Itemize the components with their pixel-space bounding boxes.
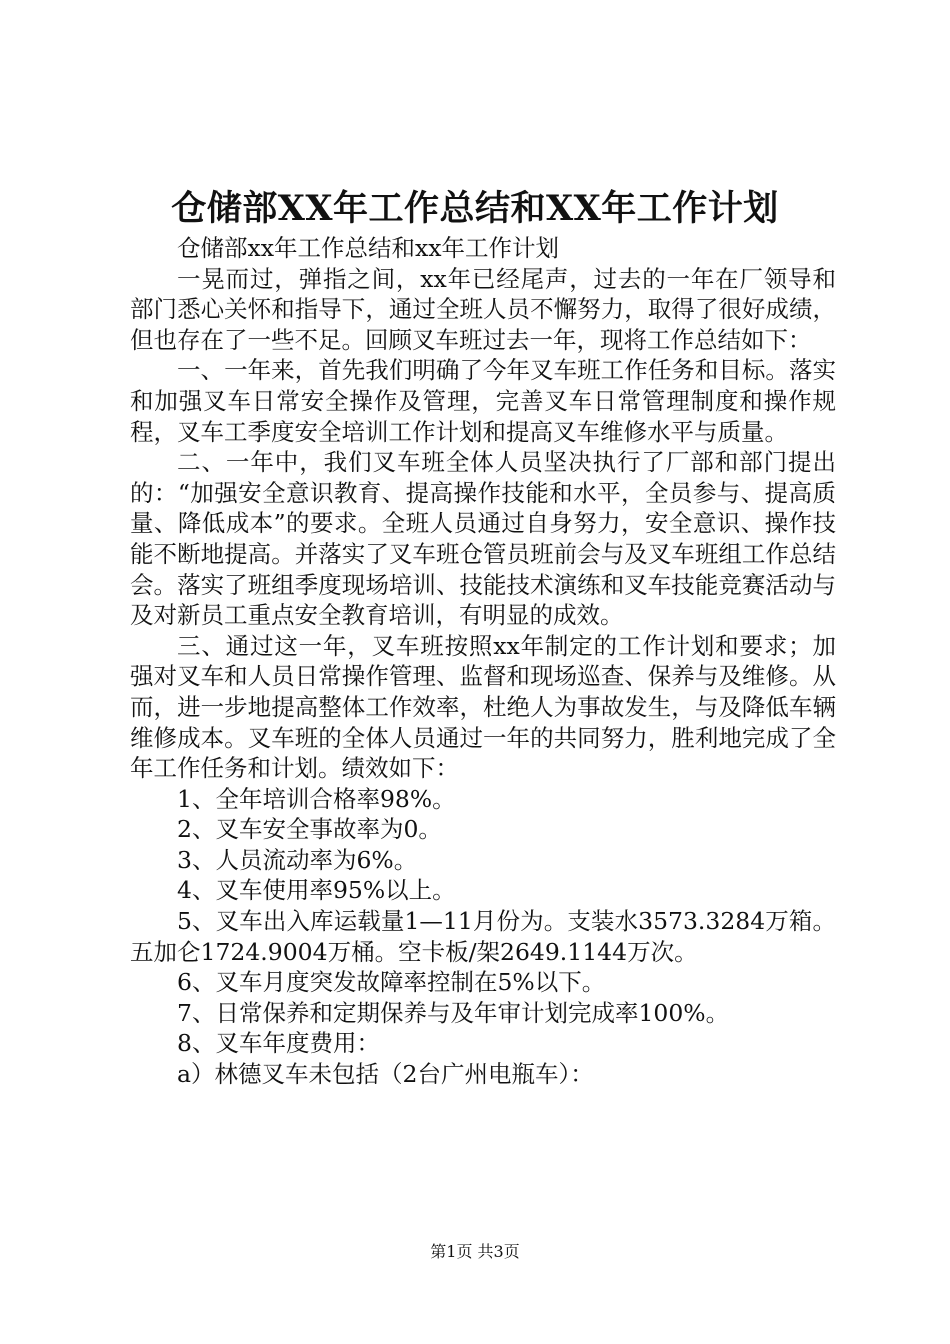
- list-item-annual-cost: 8、叉车年度费用：: [177, 1029, 380, 1058]
- list-item-linde-forklift: a）林德叉车未包括（2台广州电瓶车）：: [177, 1060, 594, 1089]
- document-title: 仓储部XX年工作总结和XX年工作计划: [171, 188, 779, 229]
- paragraph-section-two: 二、一年中，我们叉车班全体人员坚决执行了厂部和部门提出的：“加强安全意识教育、提高操作技能和水平，全员参与、提高质量、降低成本”的要求。全班人员通过自身努力，安全意识、操作技能不断地提高。并落实了叉车班仓管员班前会与及叉车班组工作总结会。落实了班组季度现场培训、技能技术演练和叉车技能竞赛活动与及对新员工重点安全教育培训，有明显的成效。: [130, 448, 836, 630]
- list-item-training-rate: 1、全年培训合格率98%。: [177, 784, 456, 813]
- list-item-accident-rate: 2、叉车安全事故率为0。: [177, 815, 442, 844]
- list-item-transport-volume: 5、叉车出入库运载量1—11月份为。支装水3573.3284万箱。五加仑1724.9004万桶。空卡板/架2649.1144万次。: [130, 907, 836, 966]
- paragraph-intro: 一晃而过，弹指之间，xx年已经尾声，过去的一年在厂领导和部门悉心关怀和指导下，通过全班人员不懈努力，取得了很好成绩，但也存在了一些不足。回顾叉车班过去一年，现将工作总结如下：: [130, 264, 836, 354]
- paragraph-subtitle: 仓储部xx年工作总结和xx年工作计划: [177, 234, 560, 262]
- list-item-maintenance-rate: 7、日常保养和定期保养与及年审计划完成率100%。: [177, 998, 730, 1027]
- document-body: [130, 233, 836, 1090]
- paragraph-section-one: 一、一年来，首先我们明确了今年叉车班工作任务和目标。落实和加强叉车日常安全操作及管理，完善叉车日常管理制度和操作规程，叉车工季度安全培训工作计划和提高叉车维修水平与质量。: [130, 356, 836, 446]
- page-number-footer: 第1页 共3页: [430, 1242, 520, 1261]
- list-item-turnover-rate: 3、人员流动率为6%。: [177, 845, 418, 874]
- list-item-failure-rate: 6、叉车月度突发故障率控制在5%以下。: [177, 968, 606, 997]
- list-item-usage-rate: 4、叉车使用率95%以上。: [177, 876, 456, 905]
- paragraph-section-three: 三、通过这一年，叉车班按照xx年制定的工作计划和要求；加强对叉车和人员日常操作管理、监督和现场巡查、保养与及维修。从而，进一步地提高整体工作效率，杜绝人为事故发生，与及降低车辆维修成本。叉车班的全体人员通过一年的共同努力，胜利地完成了全年工作任务和计划。绩效如下：: [130, 631, 836, 783]
